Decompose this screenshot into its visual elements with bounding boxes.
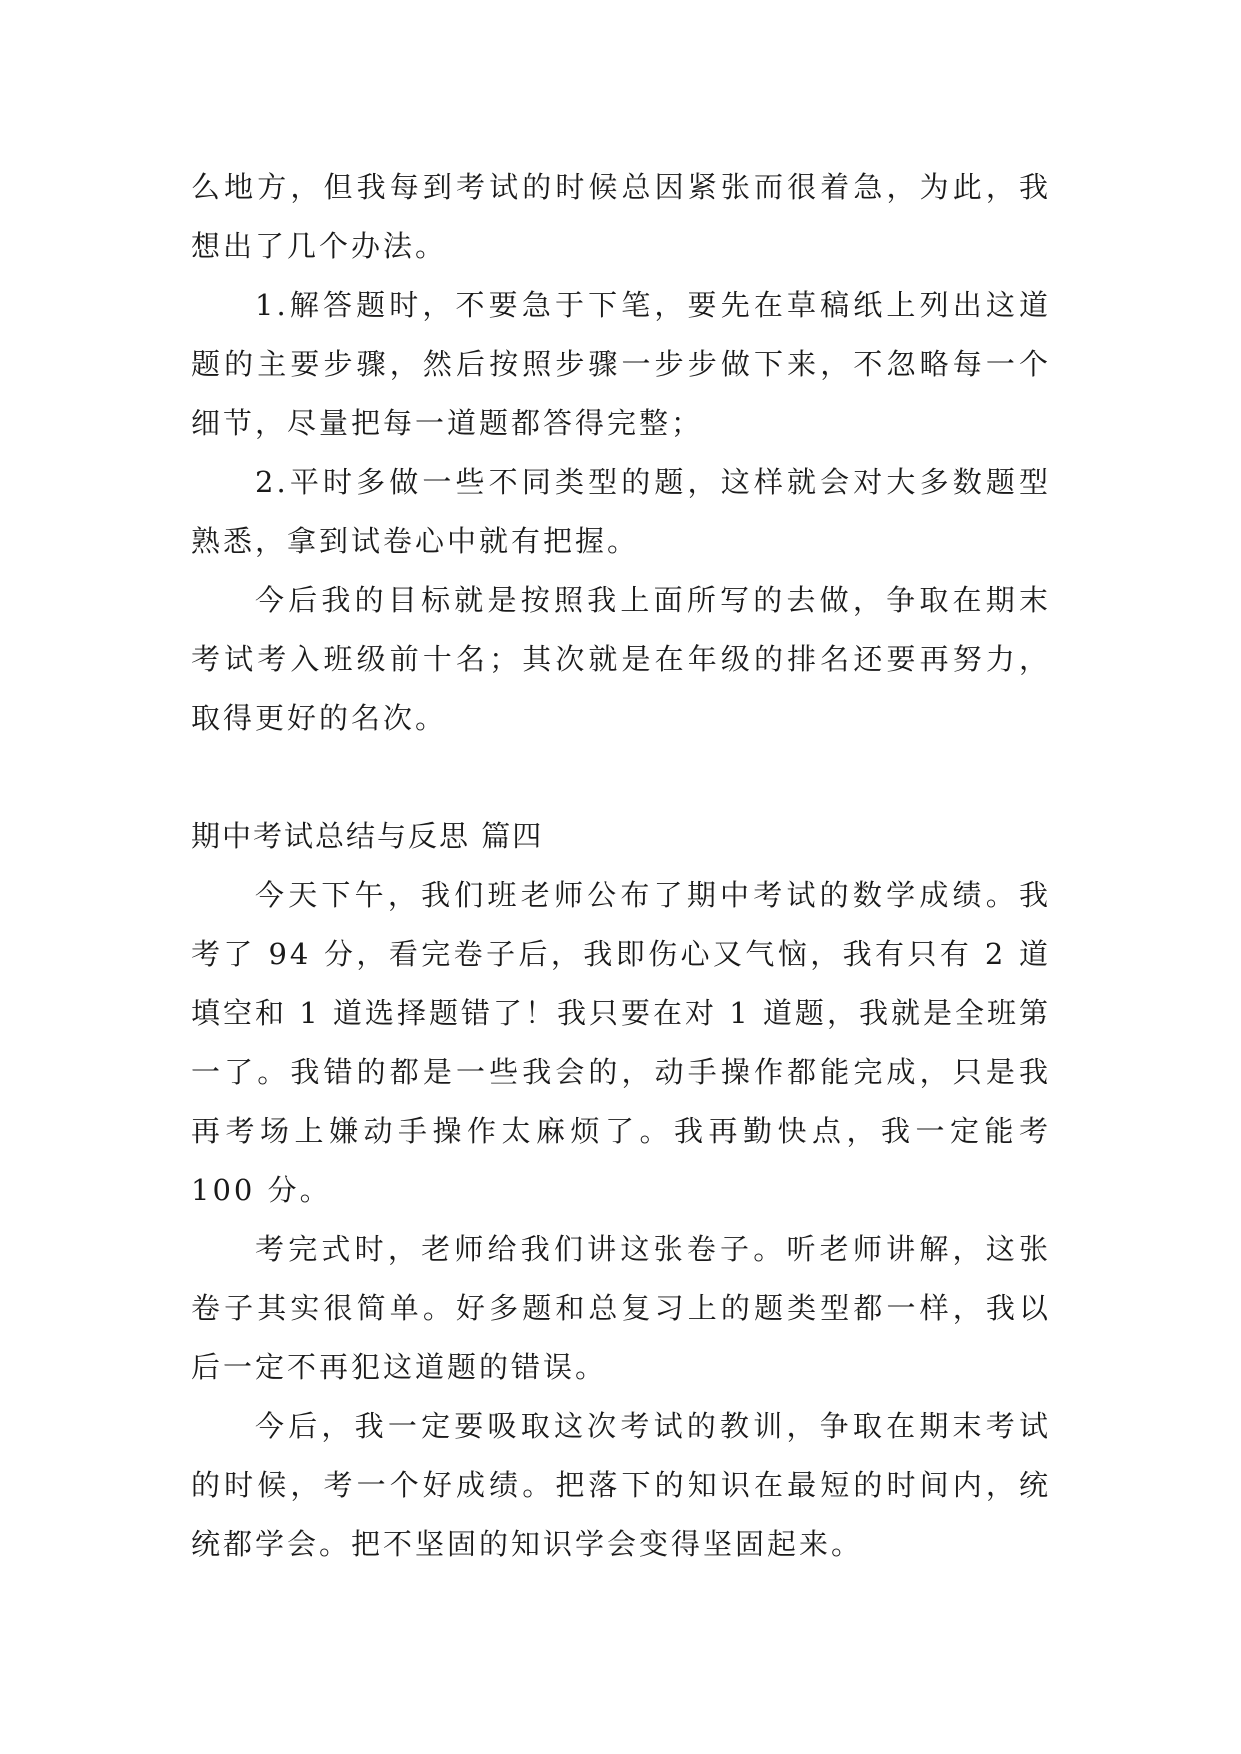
paragraph-teacher-review: 考完式时，老师给我们讲这张卷子。听老师讲解，这张卷子其实很简单。好多题和总复习上的题类型都一样，我以后一定不再犯这道题的错误。: [191, 1232, 1051, 1384]
section-heading: 期中考试总结与反思 篇四: [191, 819, 544, 853]
paragraph-method-2: 2.平时多做一些不同类型的题，这样就会对大多数题型熟悉，拿到试卷心中就有把握。: [191, 465, 1051, 558]
paragraph-exam-result: 今天下午，我们班老师公布了期中考试的数学成绩。我考了 94 分，看完卷子后，我即伤心又气恼，我有只有 2 道填空和 1 道选择题错了！我只要在对 1 道题，我就是全班第一了。我错的都是一些我会的，动手操作都能完成，只是我再考场上嫌动手操作太麻烦了。我再勤快点，我一定能考 100 分。: [191, 878, 1051, 1207]
document-body: [191, 158, 1051, 1574]
paragraph-continuation: 么地方，但我每到考试的时候总因紧张而很着急，为此，我想出了几个办法。: [191, 170, 1051, 263]
paragraph-resolution: 今后，我一定要吸取这次考试的教训，争取在期末考试的时候，考一个好成绩。把落下的知识在最短的时间内，统统都学会。把不坚固的知识学会变得坚固起来。: [191, 1409, 1051, 1561]
section-spacer: [191, 748, 1051, 807]
paragraph-method-1: 1.解答题时，不要急于下笔，要先在草稿纸上列出这道题的主要步骤，然后按照步骤一步步做下来，不忽略每一个细节，尽量把每一道题都答得完整；: [191, 288, 1051, 440]
paragraph-goal: 今后我的目标就是按照我上面所写的去做，争取在期末考试考入班级前十名；其次就是在年级的排名还要再努力，取得更好的名次。: [191, 583, 1051, 735]
